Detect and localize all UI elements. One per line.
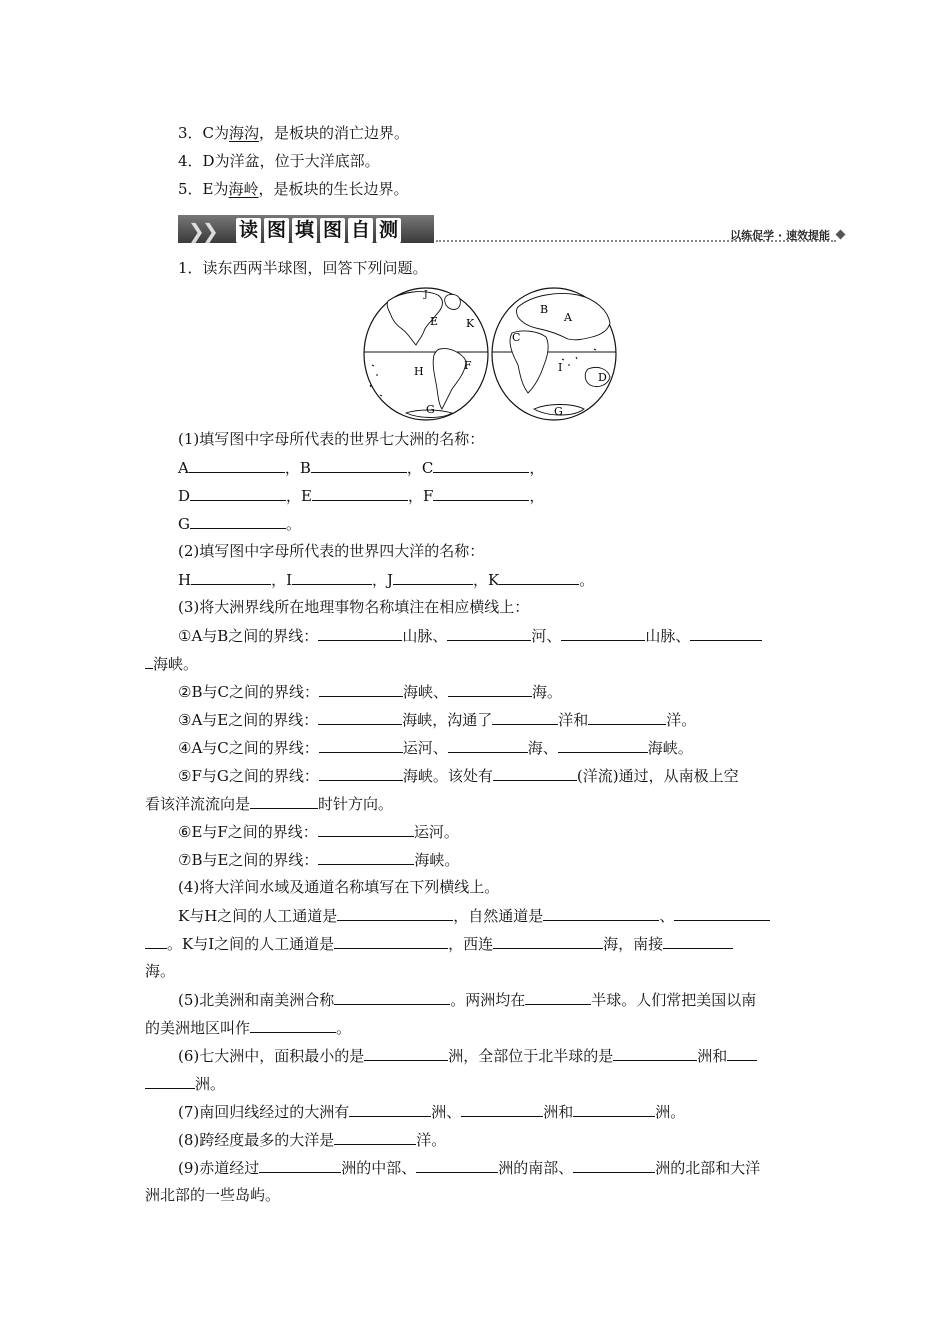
answer-blank[interactable]	[690, 625, 762, 641]
p4-line-2: 。K与I之间的人工通道是 ，西连 海，南接	[145, 933, 733, 954]
answer-blank[interactable]	[292, 569, 372, 585]
answer-blank[interactable]	[663, 933, 733, 949]
p3-item-5: ⑤F与G之间的界线： 海峡。该处有 (洋流)通过，从南极上空	[178, 767, 739, 785]
answer-blank[interactable]	[493, 765, 577, 781]
answer-blank[interactable]	[588, 709, 666, 725]
map-label-E: E	[430, 315, 439, 328]
intro-line-3: 3．C为海沟，是板块的消亡边界。	[178, 124, 410, 142]
answer-blank[interactable]	[573, 1101, 655, 1117]
p3-item-1: ①A与B之间的界线： 山脉、 河、 山脉、	[178, 625, 762, 646]
answer-blank[interactable]	[259, 1157, 341, 1173]
p9-line-1: (9)赤道经过 洲的中部、 洲的南部、 洲的北部和大洋	[178, 1159, 761, 1177]
answer-blank[interactable]	[311, 457, 407, 473]
p8-line: (8)跨经度最多的大洋是 洋。	[178, 1131, 447, 1149]
p3-item-6: ⑥E与F之间的界线： 运河。	[178, 823, 459, 841]
answer-blank[interactable]	[349, 1101, 431, 1117]
western-hemisphere	[364, 288, 488, 420]
answer-blank[interactable]	[189, 457, 285, 473]
answer-blank[interactable]	[558, 737, 648, 753]
answer-blank[interactable]	[525, 989, 591, 1005]
answer-blank[interactable]	[334, 989, 450, 1005]
p5-line-2: 的美洲地区叫作 。	[145, 1019, 352, 1037]
answer-blank[interactable]	[461, 1101, 543, 1117]
term-trench: 海沟	[229, 124, 260, 142]
p3-item-4: ④A与C之间的界线： 运河、 海、 海峡。	[178, 739, 693, 757]
answer-blank[interactable]	[561, 625, 645, 641]
chevron-right-icon: ❯	[188, 219, 205, 243]
section-header	[178, 213, 846, 247]
map-label-G-west: G	[426, 403, 435, 416]
map-label-J: J	[424, 290, 428, 300]
map-label-K: K	[466, 317, 475, 330]
answer-blank[interactable]	[334, 1129, 416, 1145]
chevron-right-icon: ❯	[202, 219, 219, 243]
p6-line-2: 洲。	[145, 1073, 225, 1094]
map-label-F: F	[464, 359, 472, 372]
term-ridge: 海岭	[228, 180, 259, 198]
answer-blank[interactable]	[613, 1045, 697, 1061]
answer-blank[interactable]	[416, 1157, 498, 1173]
answer-blank[interactable]	[499, 569, 579, 585]
eastern-hemisphere	[492, 288, 616, 420]
answer-blank[interactable]	[250, 793, 318, 809]
answer-blank[interactable]	[319, 737, 403, 753]
answer-blank[interactable]	[364, 1045, 448, 1061]
answer-blank[interactable]	[448, 681, 532, 697]
p3-item-2: ②B与C之间的界线： 海峡、 海。	[178, 683, 562, 701]
answer-blank[interactable]	[145, 653, 153, 669]
map-label-C: C	[512, 331, 521, 344]
p5-line-1: (5)北美洲和南美洲合称 。两洲均在 半球。人们常把美国以南	[178, 991, 757, 1009]
p6-line-1: (6)七大洲中，面积最小的是 洲，全部位于北半球的是 洲和	[178, 1045, 757, 1066]
p4-line-1: K与H之间的人工通道是 ，自然通道是 、	[178, 905, 770, 926]
p9-line-2: 洲北部的一些岛屿。	[145, 1186, 281, 1204]
answer-blank[interactable]	[543, 905, 659, 921]
answer-blank[interactable]	[145, 1073, 195, 1089]
question-title: 1．读东西两半球图，回答下列问题。	[178, 259, 428, 277]
answer-blank[interactable]	[433, 457, 529, 473]
section-title: 读 图 填 图 自 测	[236, 218, 401, 243]
answer-blank[interactable]	[318, 849, 414, 865]
answer-blank[interactable]	[145, 933, 167, 949]
map-label-H: H	[414, 365, 424, 378]
p2-row: H ，I ，J ，K 。	[178, 571, 595, 589]
map-label-B: B	[540, 303, 549, 316]
answer-blank[interactable]	[447, 625, 531, 641]
answer-blank[interactable]	[191, 569, 271, 585]
answer-blank[interactable]	[190, 485, 286, 501]
intro-line-4: 4．D为洋盆，位于大洋底部。	[178, 152, 380, 170]
answer-blank[interactable]	[250, 1017, 336, 1033]
answer-blank[interactable]	[337, 905, 453, 921]
section-slogan: 以练促学 · 速效提能	[730, 229, 830, 242]
p1-title: (1)填写图中字母所代表的世界七大洲的名称：	[178, 430, 485, 448]
answer-blank[interactable]	[319, 765, 403, 781]
answer-blank[interactable]	[318, 709, 402, 725]
hemispheres-map	[362, 285, 620, 425]
map-label-D: D	[598, 371, 607, 384]
p3-item-7: ⑦B与E之间的界线： 海峡。	[178, 851, 460, 869]
answer-blank[interactable]	[393, 569, 473, 585]
answer-blank[interactable]	[433, 485, 529, 501]
map-label-I: I	[558, 361, 563, 374]
p1-row1: A ，B ，C ，	[178, 459, 545, 477]
intro-line-5: 5．E为海岭，是板块的生长边界。	[178, 180, 409, 198]
answer-blank[interactable]	[318, 625, 402, 641]
map-label-G-east: G	[554, 405, 563, 418]
section-header-box	[178, 215, 434, 243]
p2-title: (2)填写图中字母所代表的世界四大洋的名称：	[178, 542, 485, 560]
answer-blank[interactable]	[190, 513, 286, 529]
answer-blank[interactable]	[318, 821, 414, 837]
p4-title: (4)将大洋间水域及通道名称填写在下列横线上。	[178, 878, 500, 896]
p4-line-3: 海。	[145, 962, 176, 980]
answer-blank[interactable]	[448, 737, 528, 753]
answer-blank[interactable]	[319, 681, 403, 697]
answer-blank[interactable]	[312, 485, 408, 501]
p3-item-3: ③A与E之间的界线： 海峡，沟通了 洋和 洋。	[178, 711, 697, 729]
p3-title: (3)将大洲界线所在地理事物名称填注在相应横线上：	[178, 598, 530, 616]
p3-item-5-cont: 看该洋流流向是 时针方向。	[145, 795, 394, 813]
answer-blank[interactable]	[573, 1157, 655, 1173]
answer-blank[interactable]	[334, 933, 448, 949]
p1-row2: D ，E ，F ，	[178, 487, 545, 505]
p1-row3: G 。	[178, 515, 301, 533]
answer-blank[interactable]	[674, 905, 770, 921]
p7-line: (7)南回归线经过的大洲有 洲、 洲和 洲。	[178, 1103, 686, 1121]
answer-blank[interactable]	[493, 933, 603, 949]
answer-blank[interactable]	[727, 1045, 757, 1061]
answer-blank[interactable]	[492, 709, 558, 725]
map-label-A: A	[564, 311, 572, 324]
p3-item-1-cont: 海峡。	[145, 653, 198, 674]
diamond-icon	[836, 230, 846, 240]
